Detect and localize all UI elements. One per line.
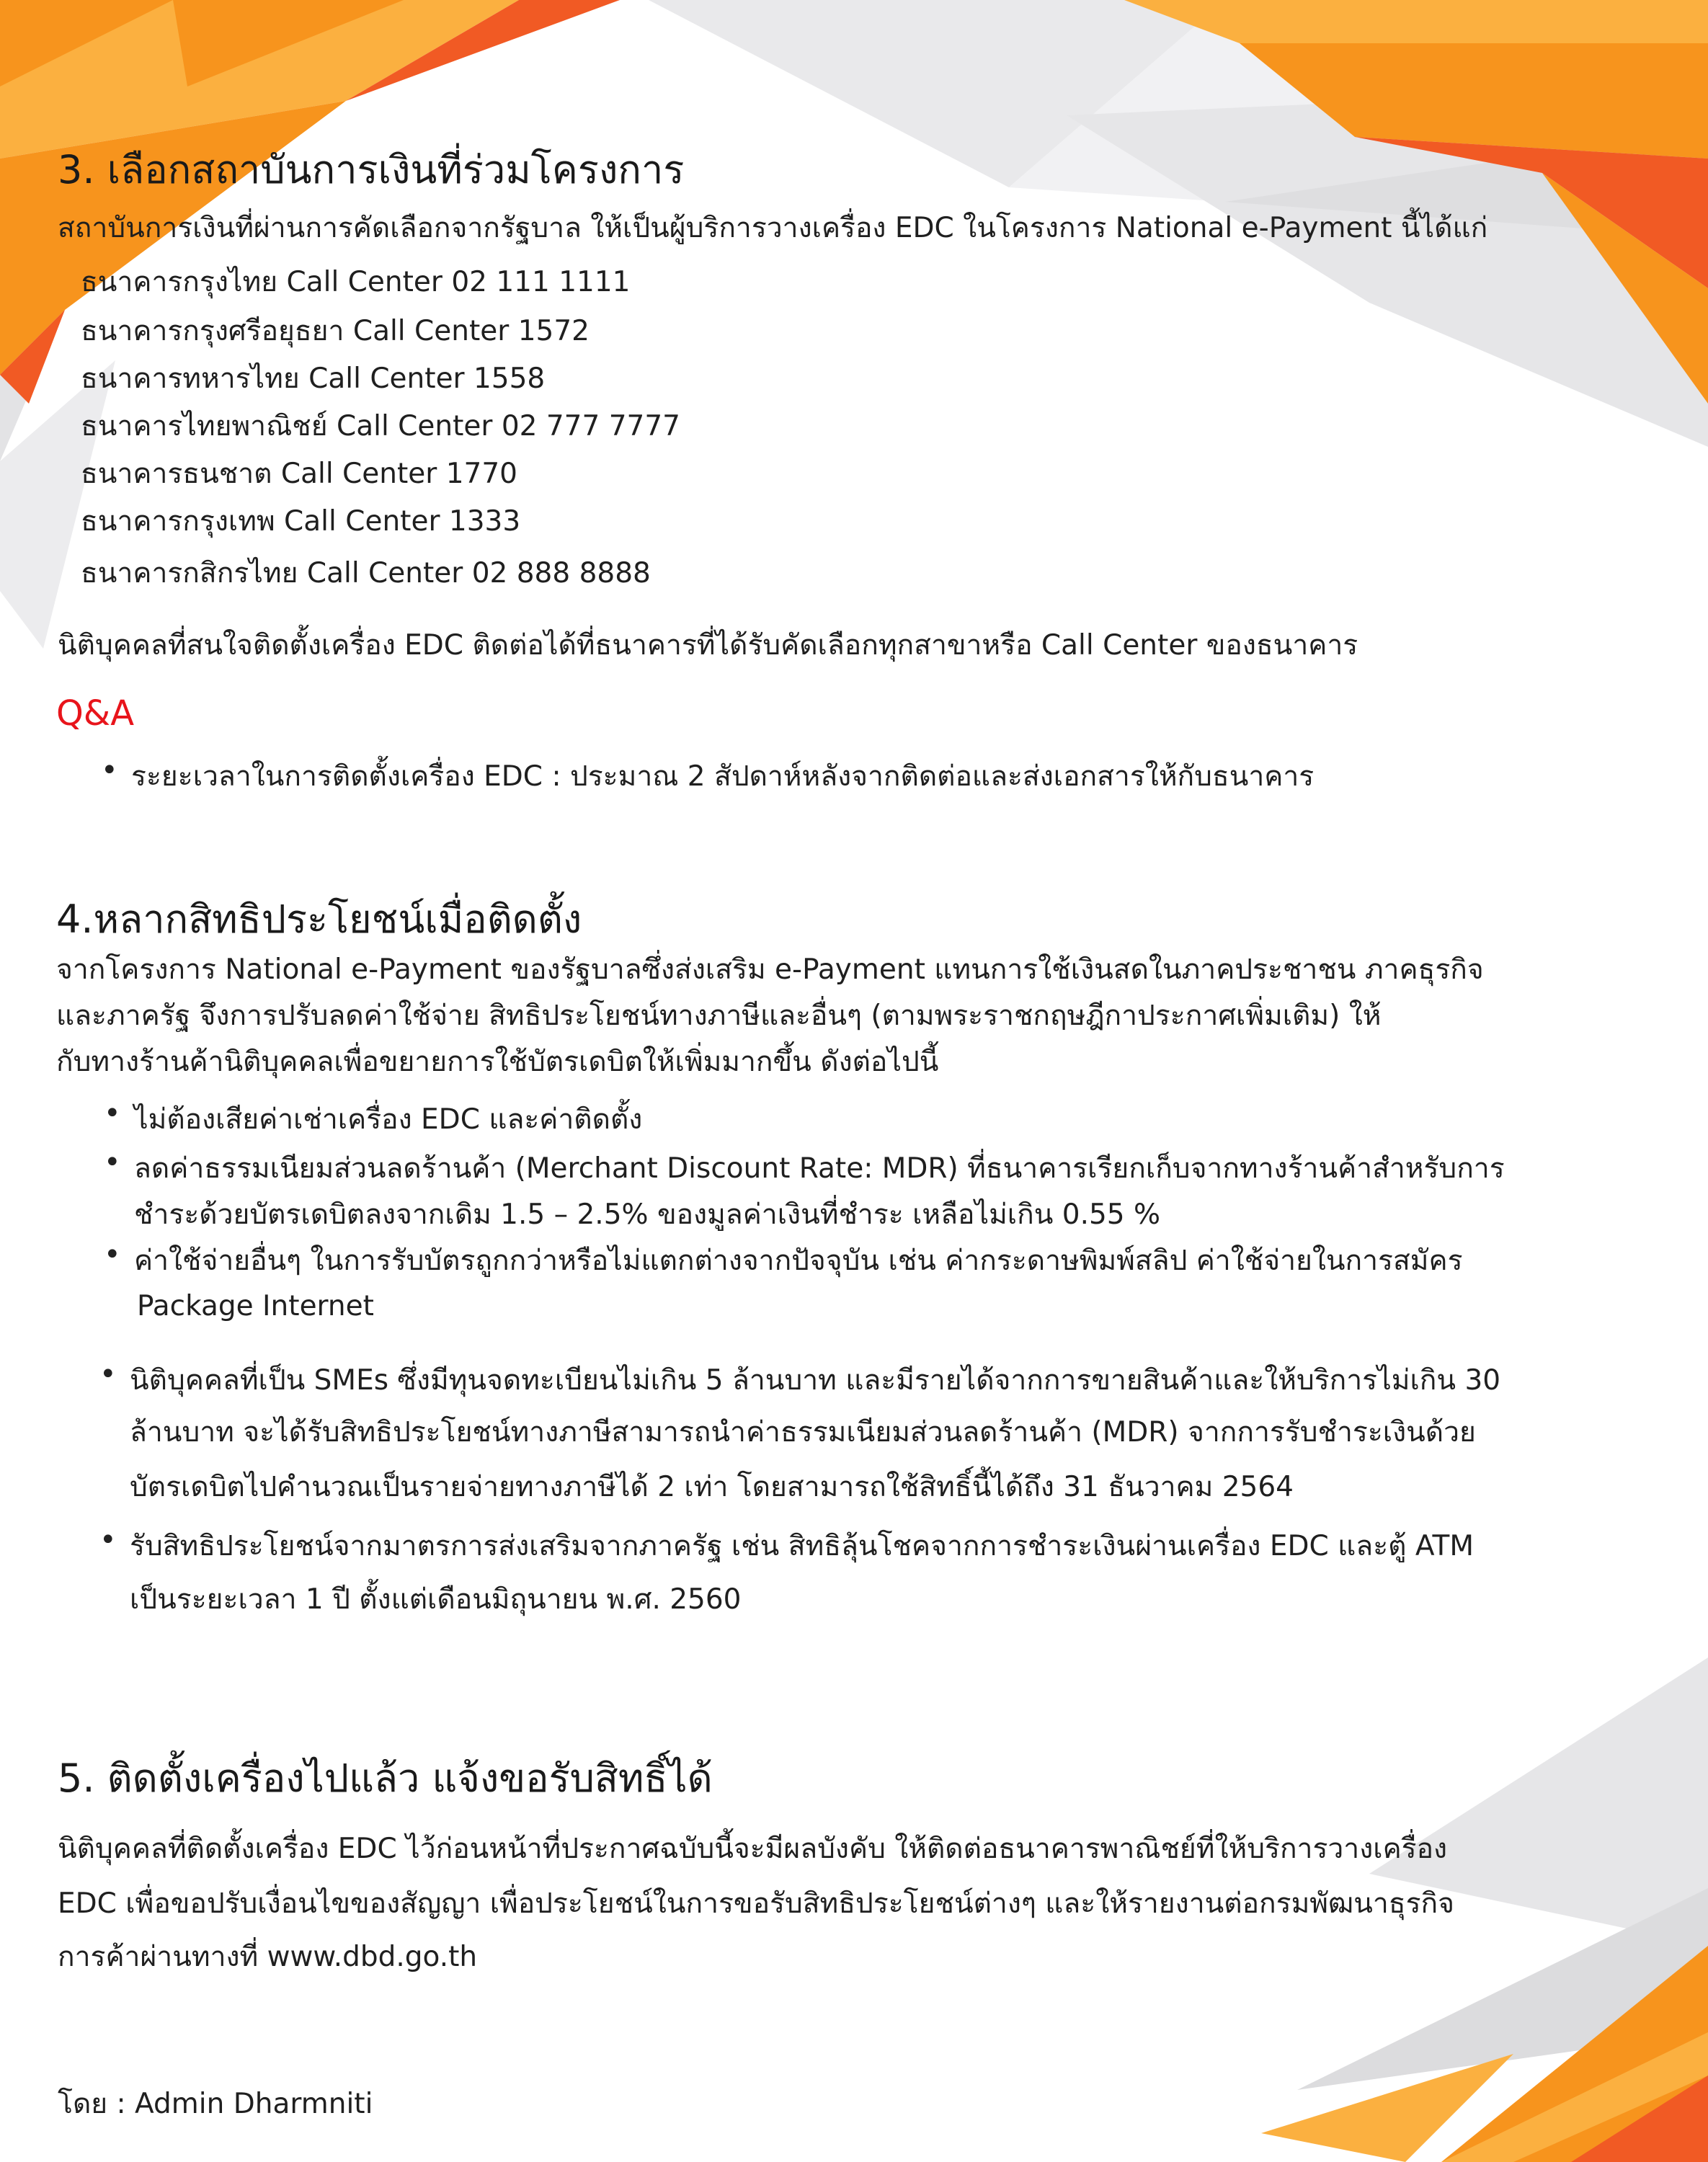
section4-heading: 4.หลากสิทธิประโยชน์เมื่อติดตั้ง <box>56 897 582 942</box>
benefit-item-cont: เป็นระยะเวลา 1 ปี ตั้งแต่เดือนมิถุนายน พ.ศ. 2560 <box>130 1583 742 1616</box>
benefit-item: • ไม่ต้องเสียค่าเช่าเครื่อง EDC และค่าติดตั้ง <box>134 1097 642 1142</box>
bank-item: ธนาคารกรุงไทย Call Center 02 111 1111 <box>81 266 631 298</box>
section4-intro-line: กับทางร้านค้านิติบุคคลเพื่อขยายการใช้บัตรเดบิตให้เพิ่มมากขึ้น ดังต่อไปนี้ <box>56 1046 939 1078</box>
qa-item: • ระยะเวลาในการติดตั้งเครื่อง EDC : ประมาณ 2 สัปดาห์หลังจากติดต่อและส่งเอกสารให้กับธนาคาร <box>131 754 1314 798</box>
benefit-item-cont: ล้านบาท จะได้รับสิทธิประโยชน์ทางภาษีสามารถนำค่าธรรมเนียมส่วนลดร้านค้า (MDR) จากการรับชำระเงินด้วย <box>130 1416 1476 1449</box>
bank-item: ธนาคารไทยพาณิชย์ Call Center 02 777 7777 <box>81 410 680 442</box>
bank-item: ธนาคารกสิกรไทย Call Center 02 888 8888 <box>81 557 651 590</box>
benefit-item-cont: บัตรเดบิตไปคำนวณเป็นรายจ่ายทางภาษีได้ 2 เท่า โดยสามารถใช้สิทธิ์นี้ได้ถึง 31 ธันวาคม 2564 <box>130 1471 1294 1503</box>
benefit-item: • ค่าใช้จ่ายอื่นๆ ในการรับบัตรถูกกว่าหรือไม่แตกต่างจากปัจจุบัน เช่น ค่ากระดาษพิมพ์สลิป ค่าใช้จ่ายในการสมัคร <box>134 1238 1463 1283</box>
bank-item: ธนาคารกรุงเทพ Call Center 1333 <box>81 505 521 538</box>
qa-title: Q&A <box>56 693 135 734</box>
benefit-item: • นิติบุคคลที่เป็น SMEs ซึ่งมีทุนจดทะเบียนไม่เกิน 5 ล้านบาท และมีรายได้จากการขายสินค้าและให้บริการไม่เกิน 30 <box>130 1358 1500 1402</box>
bank-item: ธนาคารทหารไทย Call Center 1558 <box>81 362 546 395</box>
section5-heading: 5. ติดตั้งเครื่องไปแล้ว แจ้งขอรับสิทธิ์ได้ <box>58 1756 713 1801</box>
section3-note: นิติบุคคลที่สนใจติดตั้งเครื่อง EDC ติดต่อได้ที่ธนาคารที่ได้รับคัดเลือกทุกสาขาหรือ Call Center ของธนาคาร <box>58 629 1358 662</box>
section5-line: EDC เพื่อขอปรับเงื่อนไขของสัญญา เพื่อประโยชน์ในการขอรับสิทธิประโยชน์ต่างๆ และให้รายงานต่อกรมพัฒนาธุรกิจ <box>58 1887 1454 1920</box>
section5-line: การค้าผ่านทางที่ www.dbd.go.th <box>58 1941 478 1973</box>
bank-item: ธนาคารธนชาต Call Center 1770 <box>81 458 517 490</box>
byline: โดย : Admin Dharmniti <box>58 2088 373 2120</box>
benefit-item-cont: Package Internet <box>137 1290 374 1322</box>
benefit-item-cont: ชำระด้วยบัตรเดบิตลงจากเดิม 1.5 – 2.5% ของมูลค่าเงินที่ชำระ เหลือไม่เกิน 0.55 % <box>134 1198 1161 1231</box>
section4-intro-line: และภาครัฐ จึงการปรับลดค่าใช้จ่าย สิทธิประโยชน์ทางภาษีและอื่นๆ (ตามพระราชกฤษฎีกาประกาศเพิ่มเติม) ให้ <box>56 1000 1382 1032</box>
section4-intro-line: จากโครงการ National e-Payment ของรัฐบาลซึ่งส่งเสริม e-Payment แทนการใช้เงินสดในภาคประชาชน ภาคธุรกิจ <box>56 953 1484 986</box>
benefit-item: • ลดค่าธรรมเนียมส่วนลดร้านค้า (Merchant Discount Rate: MDR) ที่ธนาคารเรียกเก็บจากทางร้านค้าสำหรับการ <box>134 1146 1505 1191</box>
section3-intro: สถาบันการเงินที่ผ่านการคัดเลือกจากรัฐบาล ให้เป็นผู้บริการวางเครื่อง EDC ในโครงการ National e-Payment นี้ได้แก่ <box>58 212 1488 244</box>
benefit-item: • รับสิทธิประโยชน์จากมาตรการส่งเสริมจากภาครัฐ เช่น สิทธิลุ้นโชคจากการชำระเงินผ่านเครื่อง EDC และตู้ ATM <box>130 1523 1474 1568</box>
section3-heading: 3. เลือกสถาบันการเงินที่ร่วมโครงการ <box>58 147 685 192</box>
bank-item: ธนาคารกรุงศรีอยุธยา Call Center 1572 <box>81 315 590 347</box>
section5-line: นิติบุคคลที่ติดตั้งเครื่อง EDC ไว้ก่อนหน้าที่ประกาศฉบับนี้จะมีผลบังคับ ให้ติดต่อธนาคารพาณิชย์ที่ให้บริการวางเครื่อง <box>58 1833 1448 1865</box>
